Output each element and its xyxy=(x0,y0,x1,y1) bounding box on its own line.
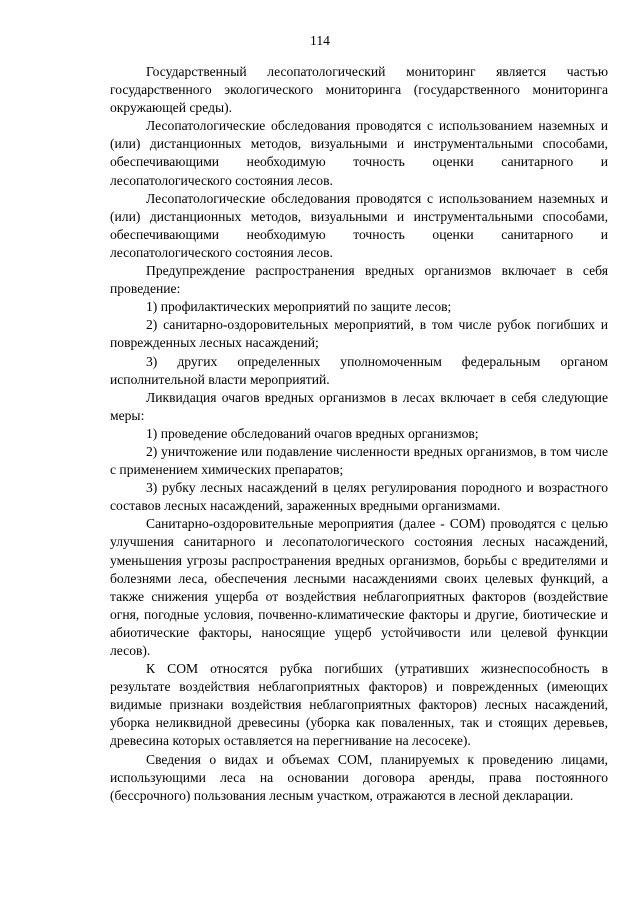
paragraph-som-composition: К СОМ относятся рубка погибших (утративших жизнеспособность в результате воздействия неблагоприятных факторов) и поврежденных (имеющих видимые признаки воздействия неблагоприятных факторов) лесных насаждений, уборка неликвидной древесины (уборка как поваленных, так и стоящих деревьев, древесина которых оставляется на перегнивание на лесосеке). xyxy=(110,661,608,749)
paragraph-surveys: Лесопатологические обследования проводятся с использованием наземных и (или) дистанционных методов, визуальными и инструментальными способами, обеспечивающими необходимую точность оценки санитарного и лесопатологического состояния лесов. xyxy=(110,118,608,188)
list-item-elimination-2: 2) уничтожение или подавление численности вредных организмов, в том числе с применением химических препаратов; xyxy=(110,443,608,478)
page-number: 114 xyxy=(310,33,330,48)
list-item-prevention-3: 3) других определенных уполномоченным федеральным органом исполнительной власти мероприятий. xyxy=(110,353,608,387)
list-item-elimination-1: 1) проведение обследований очагов вредных организмов; xyxy=(146,425,479,441)
paragraph-som-declaration: Сведения о видах и объемах СОМ, планируемых к проведению лицами, использующими леса на основании договора аренды, права постоянного (бессрочного) пользования лесным участком, отражаются в лесной декларации. xyxy=(110,751,608,803)
list-item-elimination-3: 3) рубку лесных насаждений в целях регулирования породного и возрастного составов лесных насаждений, зараженных вредными организмами. xyxy=(110,480,608,514)
list-item-prevention-2: 2) санитарно-оздоровительных мероприятий, в том числе рубок погибших и поврежденных лесных насаждений; xyxy=(110,317,608,351)
body-text xyxy=(110,63,608,805)
list-item-prevention-1: 1) профилактических мероприятий по защите лесов; xyxy=(146,299,452,315)
paragraph-som-definition: Санитарно-оздоровительные мероприятия (далее - СОМ) проводятся с целью улучшения санитарного и лесопатологического состояния лесных насаждений, уменьшения угрозы распространения вредных организмов, борьбы с вредителями и болезнями леса, обеспечения лесными насаждениями своих целевых функций, а также снижения ущерба от воздействия неблагоприятных факторов (воздействие огня, погодные условия, почвенно-климатические факторы и другие, биотические и абиотические факторы, наносящие ущерб устойчивости или целевой функции лесов). xyxy=(110,516,608,658)
paragraph-prevention-intro: Предупреждение распространения вредных организмов включает в себя проведение: xyxy=(110,263,608,297)
paragraph-elimination-intro: Ликвидация очагов вредных организмов в лесах включает в себя следующие меры: xyxy=(110,389,608,423)
paragraph-monitoring: Государственный лесопатологический мониторинг является частью государственного экологического мониторинга (государственного мониторинга окружающей среды). xyxy=(110,64,608,116)
paragraph-surveys-repeat: Лесопатологические обследования проводятся с использованием наземных и (или) дистанционных методов, визуальными и инструментальными способами, обеспечивающими необходимую точность оценки санитарного и лесопатологического состояния лесов. xyxy=(110,190,608,260)
